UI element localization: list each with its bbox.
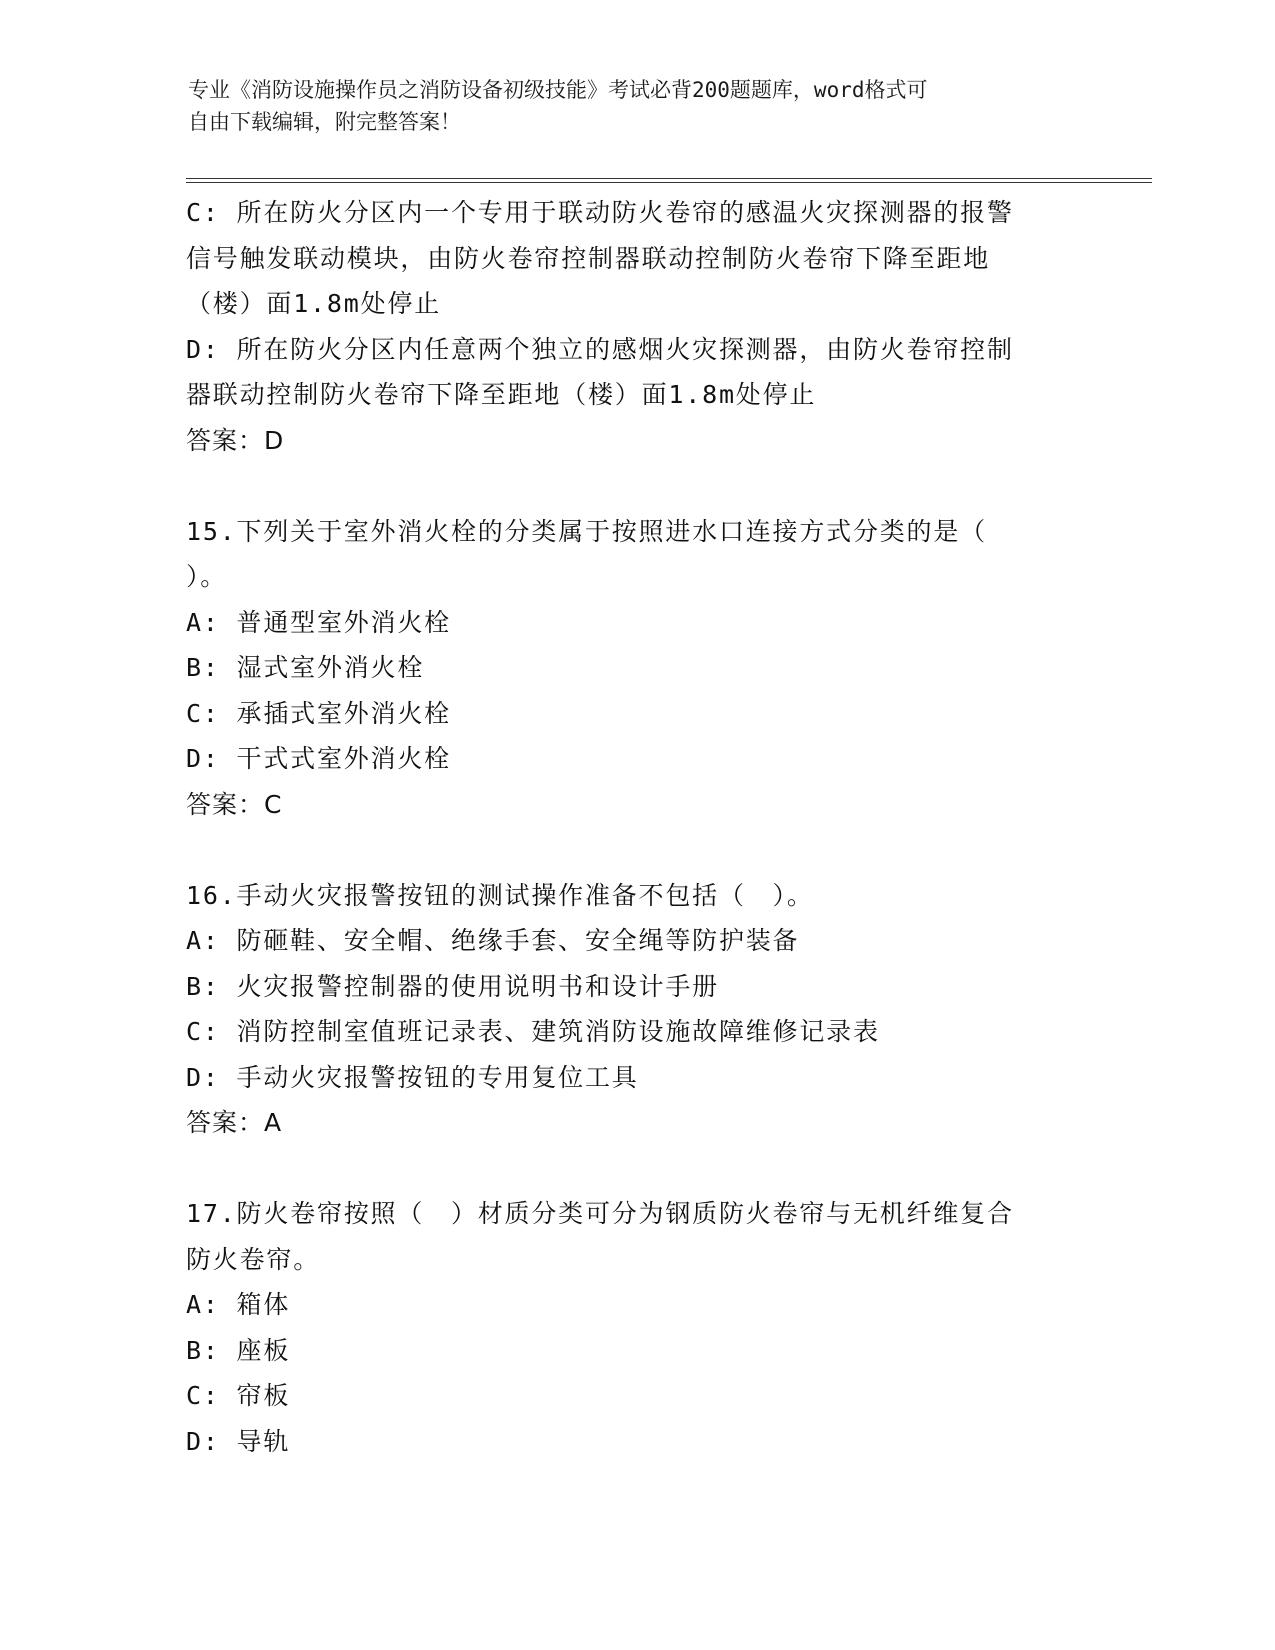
question-15 <box>186 509 1086 828</box>
document-header <box>188 74 1068 138</box>
answer: 答案：A <box>186 1108 283 1137</box>
option-a: A: 箱体 <box>186 1290 291 1319</box>
question-stem-line-1: 17.防火卷帘按照（ ）材质分类可分为钢质防火卷帘与无机纤维复合 <box>186 1199 1014 1228</box>
option-c-line-1: C: 所在防火分区内一个专用于联动防火卷帘的感温火灾探测器的报警 <box>186 198 1014 227</box>
option-c: C: 消防控制室值班记录表、建筑消防设施故障维修记录表 <box>186 1017 880 1046</box>
spacer <box>186 1146 1086 1192</box>
question-stem-line-2: 防火卷帘。 <box>186 1244 321 1274</box>
option-d-line-2: 器联动控制防火卷帘下降至距地（楼）面1.8m处停止 <box>186 380 817 409</box>
answer: 答案：D <box>186 425 285 455</box>
question-stem-line-1: 16.手动火灾报警按钮的测试操作准备不包括（ ）。 <box>186 880 814 910</box>
header-divider <box>186 178 1152 183</box>
question-17 <box>186 1191 1086 1464</box>
header-line-1: 专业《消防设施操作员之消防设备初级技能》考试必背200题题库，word格式可 <box>188 78 928 102</box>
option-c-line-2: 信号触发联动模块，由防火卷帘控制器联动控制防火卷帘下降至距地 <box>186 243 991 273</box>
spacer <box>186 827 1086 873</box>
option-a: A: 防砸鞋、安全帽、绝缘手套、安全绳等防护装备 <box>186 926 800 955</box>
option-b: B: 座板 <box>186 1335 291 1365</box>
header-line-2: 自由下载编辑，附完整答案！ <box>188 110 461 134</box>
option-c-line-3: （楼）面1.8m处停止 <box>186 289 442 318</box>
option-a: A: 普通型室外消火栓 <box>186 607 451 637</box>
option-c: C: 帘板 <box>186 1381 291 1410</box>
option-b: B: 火灾报警控制器的使用说明书和设计手册 <box>186 971 719 1001</box>
question-stem-line-2: ）。 <box>186 562 228 591</box>
answer: 答案：C <box>186 789 283 819</box>
question-list <box>186 190 1086 1464</box>
option-d: D: 导轨 <box>186 1426 291 1456</box>
question-14-continued <box>186 190 1086 463</box>
option-d: D: 干式式室外消火栓 <box>186 744 451 773</box>
question-16 <box>186 873 1086 1146</box>
option-d: D: 手动火灾报警按钮的专用复位工具 <box>186 1062 639 1092</box>
option-b: B: 湿式室外消火栓 <box>186 653 425 682</box>
option-c: C: 承插式室外消火栓 <box>186 698 451 728</box>
question-stem-line-1: 15.下列关于室外消火栓的分类属于按照进水口连接方式分类的是（ <box>186 516 987 546</box>
spacer <box>186 463 1086 509</box>
option-d-line-1: D: 所在防火分区内任意两个独立的感烟火灾探测器，由防火卷帘控制 <box>186 334 1014 364</box>
